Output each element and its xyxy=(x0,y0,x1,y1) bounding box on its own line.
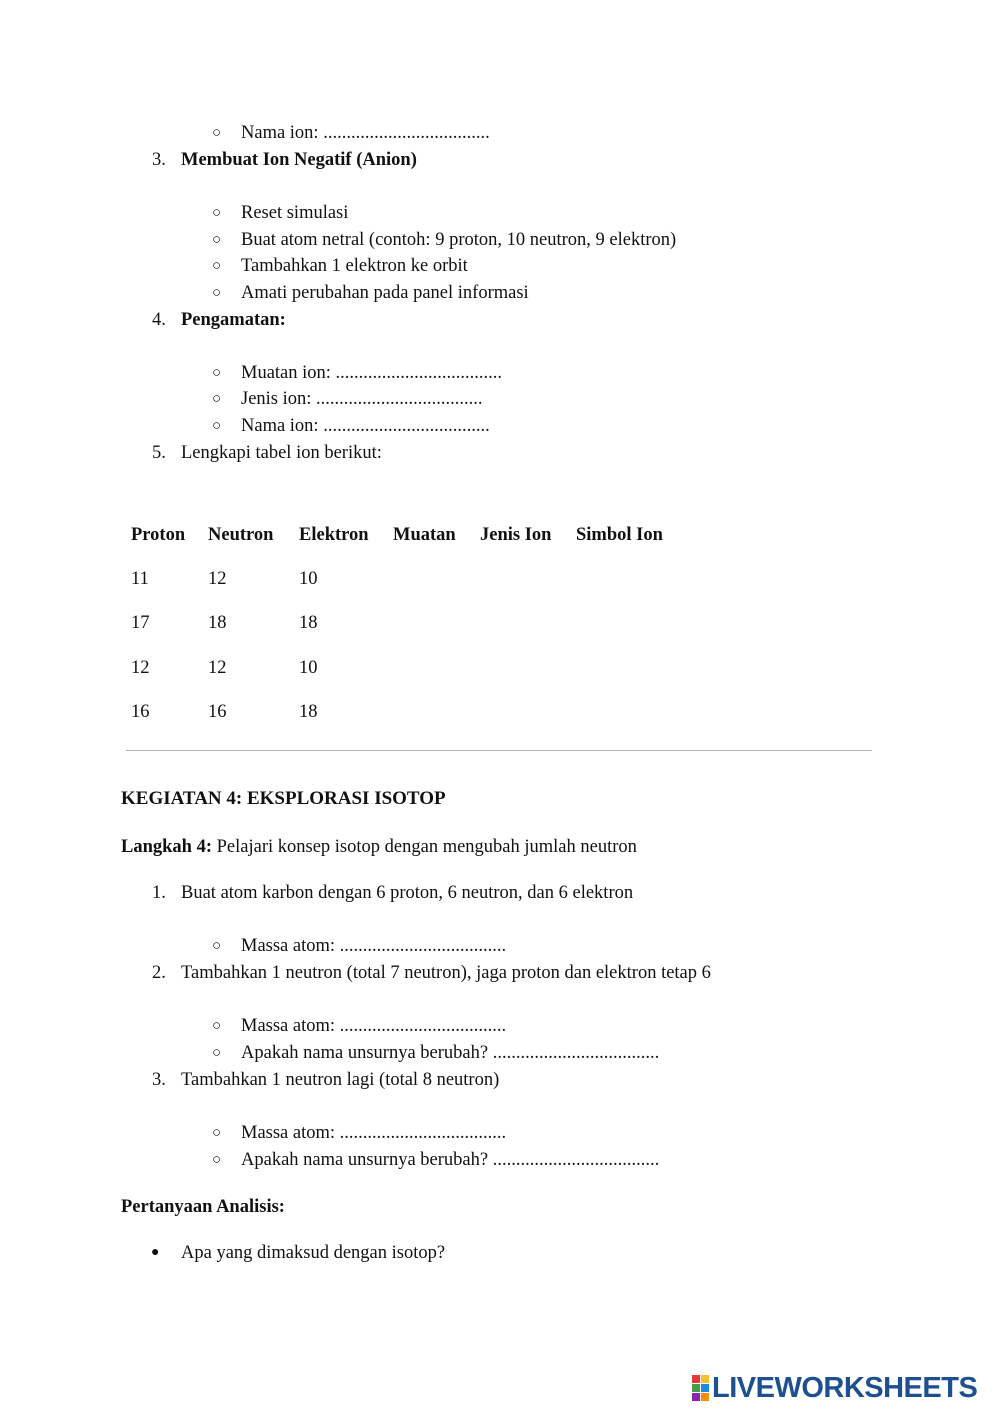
table-cell: 16 xyxy=(208,702,227,722)
horizontal-divider xyxy=(126,750,872,751)
list-item: Muatan ion: .................................... xyxy=(241,363,503,383)
table-cell: 12 xyxy=(131,658,150,678)
list-item: Massa atom: .................................... xyxy=(241,1123,507,1143)
table-cell: 18 xyxy=(299,702,318,722)
list-number: 3. xyxy=(152,1070,166,1090)
table-header: Simbol Ion xyxy=(576,525,663,545)
step-text: Tambahkan 1 neutron lagi (total 8 neutron) xyxy=(181,1070,500,1090)
step-text: Tambahkan 1 neutron (total 7 neutron), jaga proton dan elektron tetap 6 xyxy=(181,963,711,983)
list-item: Apa yang dimaksud dengan isotop? xyxy=(181,1243,446,1263)
table-cell: 16 xyxy=(131,702,150,722)
list-number: 5. xyxy=(152,443,166,463)
bullet-circle: ○ xyxy=(212,1018,222,1034)
list-item: Tambahkan 1 elektron ke orbit xyxy=(241,256,468,276)
list-number: 3. xyxy=(152,150,166,170)
table-cell: 12 xyxy=(208,569,227,589)
table-header: Neutron xyxy=(208,525,274,545)
table-cell: 12 xyxy=(208,658,227,678)
table-cell: 17 xyxy=(131,613,150,633)
bullet-dot: ● xyxy=(151,1245,160,1260)
table-header: Elektron xyxy=(299,525,369,545)
bullet-circle: ○ xyxy=(212,285,222,301)
table-header: Muatan xyxy=(393,525,456,545)
bullet-circle: ○ xyxy=(212,365,222,381)
list-number: 4. xyxy=(152,310,166,330)
list-item: Reset simulasi xyxy=(241,203,349,223)
step-text: Buat atom karbon dengan 6 proton, 6 neutron, dan 6 elektron xyxy=(181,883,634,903)
list-number: 2. xyxy=(152,963,166,983)
list-item: Massa atom: .................................... xyxy=(241,1016,507,1036)
table-cell: 11 xyxy=(131,569,149,589)
list-item: Amati perubahan pada panel informasi xyxy=(241,283,529,303)
logo-text: LIVEWORKSHEETS xyxy=(712,1371,978,1404)
list-item: Nama ion: .................................... xyxy=(241,416,490,436)
langkah-label: Langkah 4: xyxy=(121,837,212,857)
list-item: Jenis ion: .................................... xyxy=(241,389,483,409)
bullet-circle: ○ xyxy=(212,391,222,407)
list-item: Massa atom: .................................... xyxy=(241,936,507,956)
langkah-line xyxy=(121,838,637,857)
nama-ion-top: Nama ion: .................................... xyxy=(241,123,490,143)
liveworksheets-logo xyxy=(692,1373,977,1403)
list-item: Apakah nama unsurnya berubah? .................................... xyxy=(241,1150,660,1170)
item-text-tabel: Lengkapi tabel ion berikut: xyxy=(181,443,382,463)
bullet-circle: ○ xyxy=(212,232,222,248)
table-cell: 10 xyxy=(299,658,318,678)
list-item: Apakah nama unsurnya berubah? .................................... xyxy=(241,1043,660,1063)
bullet-circle: ○ xyxy=(212,1152,222,1168)
langkah-text: Pelajari konsep isotop dengan mengubah jumlah neutron xyxy=(212,837,637,857)
table-header: Jenis Ion xyxy=(480,525,552,545)
bullet-circle: ○ xyxy=(212,1045,222,1061)
list-item: Buat atom netral (contoh: 9 proton, 10 neutron, 9 elektron) xyxy=(241,230,677,250)
bullet-circle: ○ xyxy=(212,418,222,434)
item-title-pengamatan: Pengamatan: xyxy=(181,310,286,330)
table-header: Proton xyxy=(131,525,186,545)
table-cell: 10 xyxy=(299,569,318,589)
bullet-circle: ○ xyxy=(212,938,222,954)
bullet-circle: ○ xyxy=(212,205,222,221)
bullet-circle: ○ xyxy=(212,1125,222,1141)
bullet-circle: ○ xyxy=(212,258,222,274)
item-title-anion: Membuat Ion Negatif (Anion) xyxy=(181,150,417,170)
analisis-title: Pertanyaan Analisis: xyxy=(121,1197,285,1217)
list-number: 1. xyxy=(152,883,166,903)
bullet-circle: ○ xyxy=(212,125,222,141)
table-cell: 18 xyxy=(299,613,318,633)
table-cell: 18 xyxy=(208,613,227,633)
section-heading: KEGIATAN 4: EKSPLORASI ISOTOP xyxy=(121,788,446,809)
logo-mark-icon xyxy=(692,1375,709,1401)
